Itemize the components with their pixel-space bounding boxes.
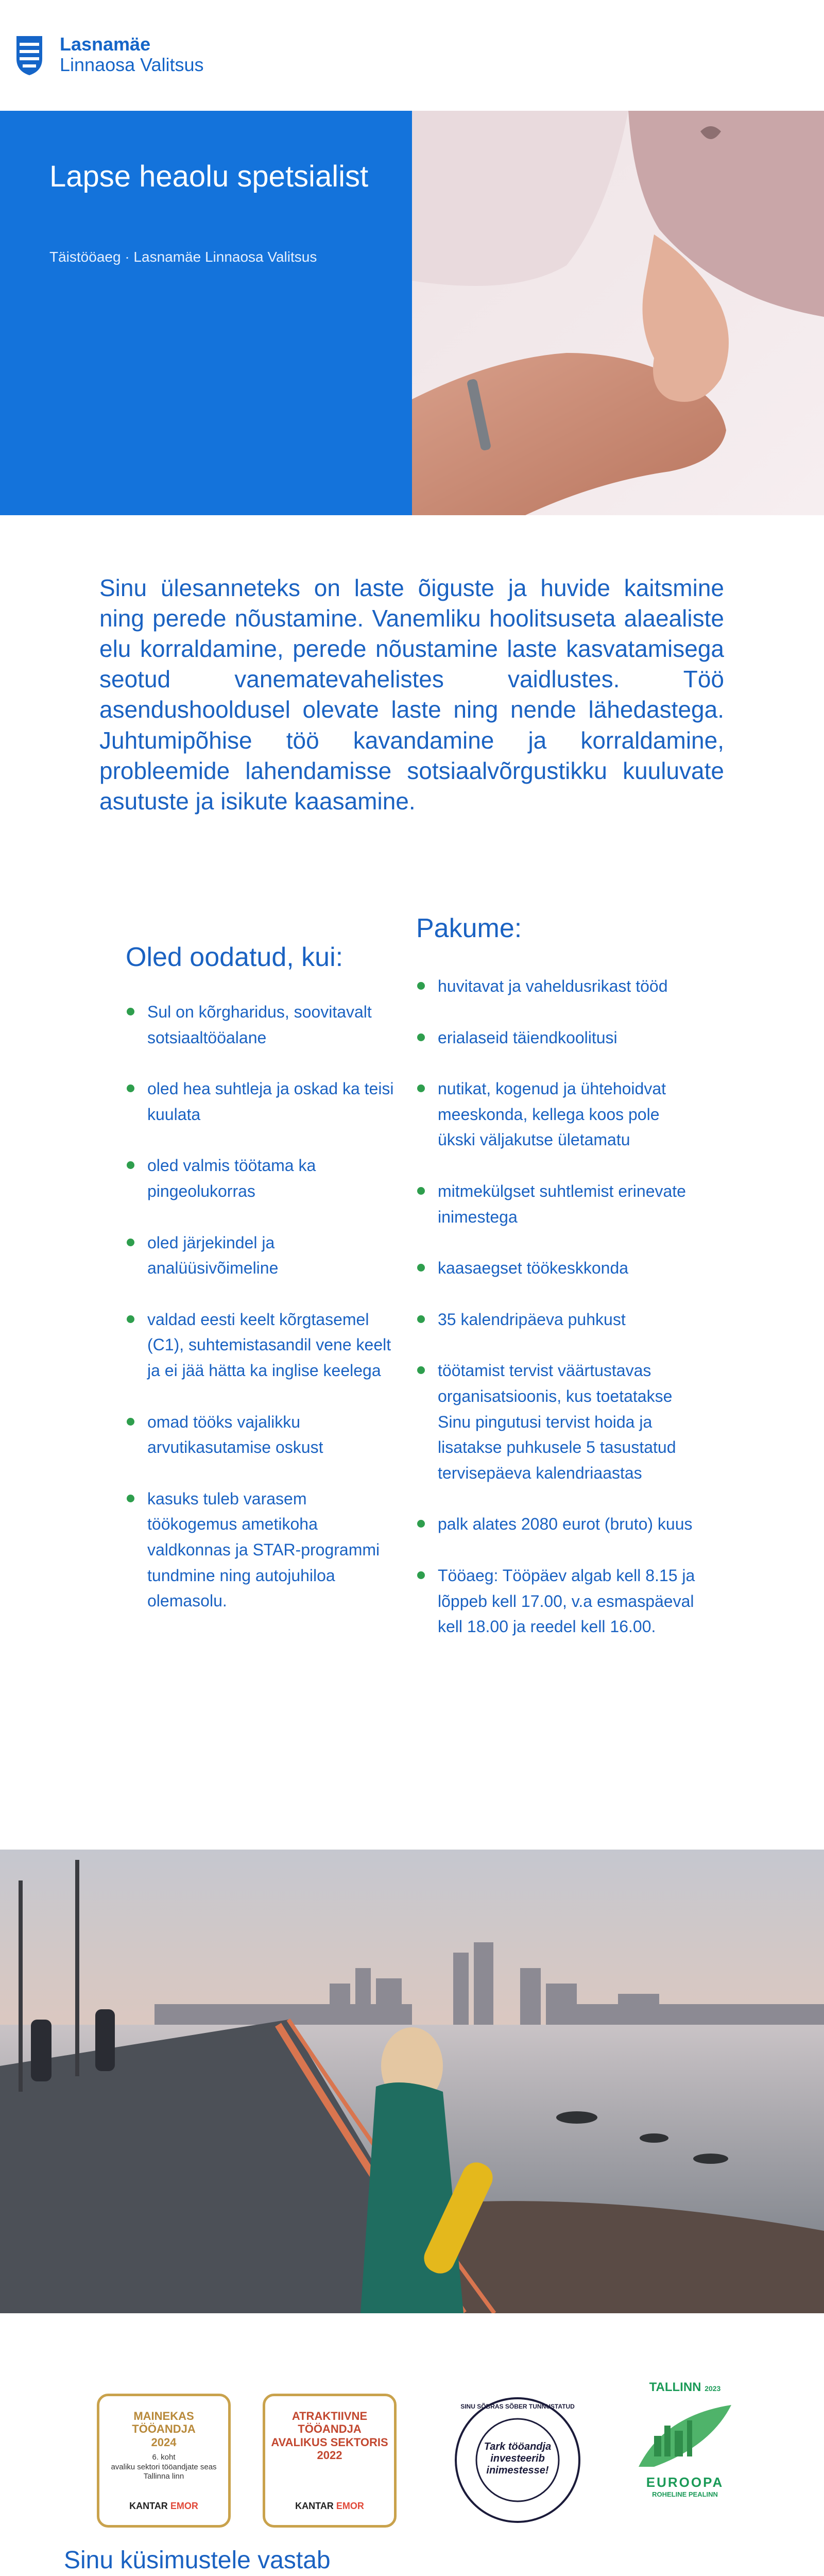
list-item: mitmekülgset suhtlemist erinevate inimestega bbox=[416, 1179, 699, 1230]
green-city-icon bbox=[633, 2395, 736, 2472]
job-description: Sinu ülesanneteks on laste õiguste ja huvide kaitsmine ning perede nõustamine. Vanemliku hoolitsuseta alaealiste elu korraldamine, perede nõustamine laste kasvatamisega seotud vanematevahelistes vaidlustes. Töö asendushooldusel olevate laste ning nende lähedastega. Juhtumipõhise töö kavandamine ja korraldamine, probleemide lahendamisse sotsiaalvõrgustikku kuuluvate asutuste ja isikute kaasamine. bbox=[99, 574, 724, 815]
bullet-icon bbox=[417, 1033, 425, 1041]
award-bottom1: EUROOPA bbox=[646, 2475, 724, 2490]
site-logo[interactable] bbox=[60, 34, 204, 76]
bullet-icon bbox=[127, 1418, 134, 1426]
award-center-text: Tark tööandja investeerib inimestesse! bbox=[484, 2441, 552, 2476]
bullet-icon bbox=[417, 1315, 425, 1323]
list-item: erialaseid täiendkoolitusi bbox=[416, 1025, 699, 1051]
expect-heading: Oled oodatud, kui: bbox=[126, 942, 344, 972]
award-ring-text: SINU SÕBRAS SÕBER TUNNUSTATUD bbox=[460, 2403, 575, 2410]
list-item: oled hea suhtleja ja oskad ka teisi kuulata bbox=[126, 1076, 400, 1127]
page-header bbox=[0, 0, 824, 111]
bullet-icon bbox=[417, 1084, 425, 1092]
offer-list bbox=[416, 974, 699, 1666]
bullet-icon bbox=[127, 1084, 134, 1092]
list-item: töötamist tervist väärtustavas organisatsioonis, kus toetatakse Sinu pingutusi tervist hoida ja lisatakse puhkusele 5 tasustatud tervisepäeva kalendriaastas bbox=[416, 1358, 699, 1486]
award-mainekas-toandja bbox=[97, 2394, 231, 2528]
hero-image bbox=[412, 111, 824, 515]
job-subtitle: Täistööaeg · Lasnamäe Linnaosa Valitsus bbox=[49, 249, 317, 265]
bullet-icon bbox=[417, 1264, 425, 1272]
logo-line-2: Linnaosa Valitsus bbox=[60, 54, 204, 76]
bullet-icon bbox=[417, 1187, 425, 1195]
list-item: valdad eesti keelt kõrgtasemel (C1), suhtemistasandil vene keelt ja ei jää hätta ka inglise keelega bbox=[126, 1307, 400, 1384]
bullet-icon bbox=[417, 1520, 425, 1528]
list-item: nutikat, kogenud ja ühtehoidvat meeskonda, kellega koos pole ükski väljakutse ületamatu bbox=[416, 1076, 699, 1153]
award-atraktiivne-toandja bbox=[263, 2394, 397, 2528]
awards-row bbox=[0, 2380, 824, 2535]
contact-heading: Sinu küsimustele vastab bbox=[64, 2547, 331, 2574]
bullet-icon bbox=[417, 982, 425, 990]
bullet-icon bbox=[127, 1161, 134, 1169]
offer-heading: Pakume: bbox=[416, 913, 522, 943]
hero-panel bbox=[0, 111, 412, 515]
award-brand: KANTAR EMOR bbox=[295, 2501, 364, 2511]
award-title: MAINEKAS TÖÖANDJA 2024 bbox=[132, 2410, 196, 2449]
hero-section bbox=[0, 111, 824, 515]
award-bottom2: ROHELINE PEALINN bbox=[652, 2490, 718, 2498]
job-title: Lapse heaolu spetsialist bbox=[49, 160, 369, 193]
hands-photo bbox=[412, 111, 824, 515]
expect-list bbox=[126, 999, 400, 1640]
list-item: kaasaegset töökeskkonda bbox=[416, 1256, 699, 1281]
bullet-icon bbox=[127, 1008, 134, 1015]
list-item: oled valmis töötama ka pingeolukorras bbox=[126, 1153, 400, 1204]
list-item: omad tööks vajalikku arvutikasutamise oskust bbox=[126, 1410, 400, 1461]
award-green-capital bbox=[628, 2380, 742, 2535]
award-subtitle: 6. koht avaliku sektori tööandjate seas Tallinna linn bbox=[111, 2452, 217, 2481]
bullet-icon bbox=[417, 1571, 425, 1579]
list-item: oled järjekindel ja analüüsivõimeline bbox=[126, 1230, 400, 1281]
award-tark-toandja bbox=[453, 2396, 582, 2524]
list-item: kasuks tuleb varasem töökogemus ametikoha valdkonnas ja STAR-programmi tundmine ning autojuhiloa olemasolu. bbox=[126, 1486, 400, 1614]
bullet-icon bbox=[127, 1315, 134, 1323]
list-item: Tööaeg: Tööpäev algab kell 8.15 ja lõppeb kell 17.00, v.a esmaspäeval kell 18.00 ja reedel kell 16.00. bbox=[416, 1563, 699, 1640]
bullet-icon bbox=[417, 1366, 425, 1374]
award-title: ATRAKTIIVNE TÖÖANDJA AVALIKUS SEKTORIS 2022 bbox=[271, 2410, 388, 2462]
bullet-icon bbox=[127, 1239, 134, 1246]
promenade-photo bbox=[0, 1850, 824, 2313]
list-item: palk alates 2080 eurot (bruto) kuus bbox=[416, 1512, 699, 1537]
list-item: Sul on kõrgharidus, soovitavalt sotsiaaltööalane bbox=[126, 999, 400, 1050]
award-brand: KANTAR EMOR bbox=[129, 2501, 198, 2511]
bullet-icon bbox=[127, 1495, 134, 1502]
lasnamae-shield-icon bbox=[14, 33, 44, 76]
list-item: 35 kalendripäeva puhkust bbox=[416, 1307, 699, 1333]
award-top-text: TALLINN 2023 bbox=[649, 2380, 721, 2394]
list-item: huvitavat ja vaheldusrikast tööd bbox=[416, 974, 699, 999]
logo-line-1: Lasnamäe bbox=[60, 33, 151, 55]
